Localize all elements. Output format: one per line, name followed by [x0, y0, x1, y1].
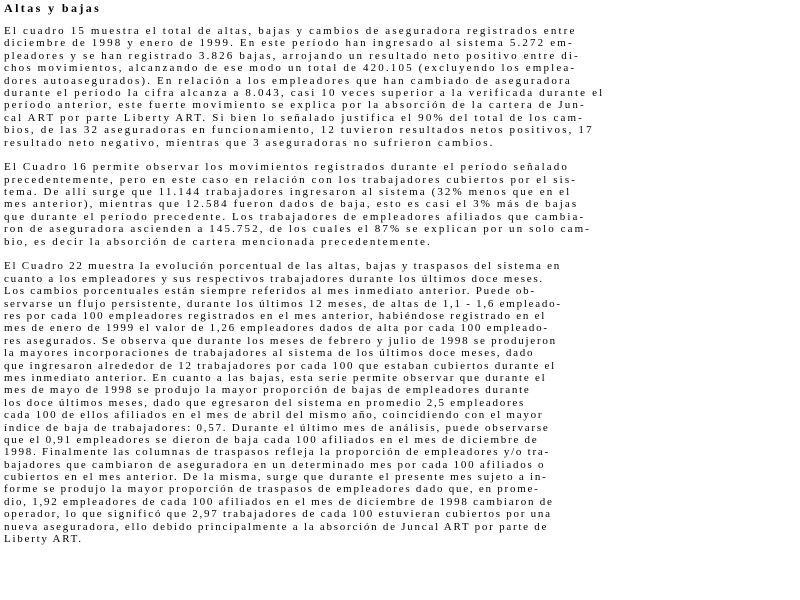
text-line: cubiertos en el mes anterior. De la misma, surge que durante el presente mes sujeto a in- — [4, 471, 548, 484]
text-line: ron de aseguradora ascienden a 145.752, de los cuales el 87% se explican por un solo cam- — [4, 223, 592, 236]
text-line: dio, 1,92 empleadores de cada 100 afiliados en el mes de diciembre de 1998 cambiaron de — [4, 495, 554, 508]
text-line: 1998. Finalmente las columnas de traspasos refleja la proporción de empleadores y/o tra- — [4, 446, 550, 459]
text-line: pleadores y se han registrado 3.826 bajas, arrojando un resultado neto positivo entre di- — [4, 49, 580, 62]
text-line: precedentemente, pero en este caso en relación con los trabajadores cubiertos por el sis- — [4, 173, 577, 186]
text-line: dores autoasegurados). En relación a los empleadores que han cambiado de aseguradora — [4, 74, 572, 87]
text-line: cal ART por parte Liberty ART. Si bien lo señalado justifica el 90% del total de los cam- — [4, 111, 585, 124]
paragraph-gap — [4, 149, 800, 161]
text-line: nueva aseguradora, ello debido principalmente a la absorción de Juncal ART por parte de — [4, 520, 549, 533]
text-line: chos movimientos, alcanzando de ese modo un total de 420.105 (excluyendo los emplea- — [4, 62, 577, 75]
paragraph-1 — [4, 25, 800, 149]
text-line: bajadores que cambiaron de aseguradora en un determinado mes por cada 100 afiliados o — [4, 458, 546, 471]
text-line: la mayores incorporaciones de trabajadores al sistema de los últimos doce meses, dado — [4, 347, 535, 360]
section-heading: Altas y bajas — [4, 1, 102, 15]
text-line: que durante el período precedente. Los trabajadores de empleadores afiliados que cambia- — [4, 210, 586, 223]
text-line: que ingresaron alrededor de 12 trabajadores por cada 100 que estaban cubiertos durante el — [4, 359, 556, 372]
text-line: que el 0,91 empleadores se dieron de baja cada 100 afiliados en el mes de diciembre de — [4, 433, 539, 446]
text-line: Los cambios porcentuales están siempre referidos al mes inmediato anterior. Puede ob- — [4, 285, 536, 298]
text-line: índice de baja de trabajadores: 0,57. Durante el último mes de análisis, puede observarse — [4, 421, 550, 434]
text-line: forme se produjo la mayor proporción de traspasos de empleadores dado que, en prome- — [4, 483, 540, 496]
text-line: período anterior, este fuerte movimiento se explica por la absorción de la cartera de Jun- — [4, 99, 586, 112]
text-line: operador, lo que significó que 2,97 trabajadores de cada 100 estuvieran cubiertos por una — [4, 508, 552, 521]
text-line: El Cuadro 22 muestra la evolución porcentual de las altas, bajas y traspasos del sistema en — [4, 260, 561, 273]
paragraph-2 — [4, 161, 800, 248]
text-line: cuanto a los empleadores y sus respectivos trabajadores durante los últimos doce meses. — [4, 272, 544, 285]
text-line: mes de mayo de 1998 se produjo la mayor proporción de bajas de empleadores durante — [4, 384, 531, 397]
text-line: mes anterior), mientras que 12.584 fueron dados de baja, esto es casi el 3% más de bajas — [4, 198, 579, 211]
text-line: El cuadro 15 muestra el total de altas, bajas y cambios de aseguradora registrados entre — [4, 25, 577, 37]
text-line: diciembre de 1998 y enero de 1999. En este período han ingresado al sistema 5.272 em- — [4, 37, 574, 50]
text-line: Liberty ART. — [4, 533, 83, 546]
text-line: mes de enero de 1999 el valor de 1,26 empleadores dados de alta por cada 100 empleado- — [4, 322, 549, 335]
text-line: tema. De allí surge que 11.144 trabajadores ingresaron al sistema (32% menos que en el — [4, 186, 572, 199]
text-line: los doce últimos meses, dado que egresaron del sistema en promedio 2,5 empleadores — [4, 396, 526, 409]
text-line: bios, de las 32 aseguradoras en funcionamiento, 12 tuvieron resultados netos positivos, 17 — [4, 124, 594, 137]
text-line: cada 100 de ellos afiliados en el mes de abril del mismo año, coincidiendo con el mayor — [4, 409, 544, 422]
text-line: durante el período la cifra alcanza a 8.043, casi 10 veces superior a la verificada durante el — [4, 86, 605, 99]
paragraph-gap — [4, 248, 800, 260]
text-line: res por cada 100 empleadores registrados en el mes anterior, habiéndose registrado en el — [4, 309, 547, 322]
text-line: servarse un flujo persistente, durante los últimos 12 meses, de altas de 1,1 - 1,6 empleado- — [4, 297, 562, 310]
text-line: mes inmediato anterior. En cuanto a las bajas, esta serie permite observar que durante el — [4, 371, 547, 384]
paragraph-3 — [4, 260, 800, 545]
document-body — [4, 25, 800, 545]
text-line: El Cuadro 16 permite observar los movimientos registrados durante el período señalado — [4, 161, 569, 174]
text-line: resultado neto negativo, mientras que 3 aseguradoras no sufrieron cambios. — [4, 136, 495, 149]
document-page — [4, 0, 800, 545]
text-line: bio, es decir la absorción de cartera mencionada precedentemente. — [4, 235, 432, 248]
text-line: res asegurados. Se observa que durante los meses de febrero y julio de 1998 se produjeron — [4, 334, 557, 347]
